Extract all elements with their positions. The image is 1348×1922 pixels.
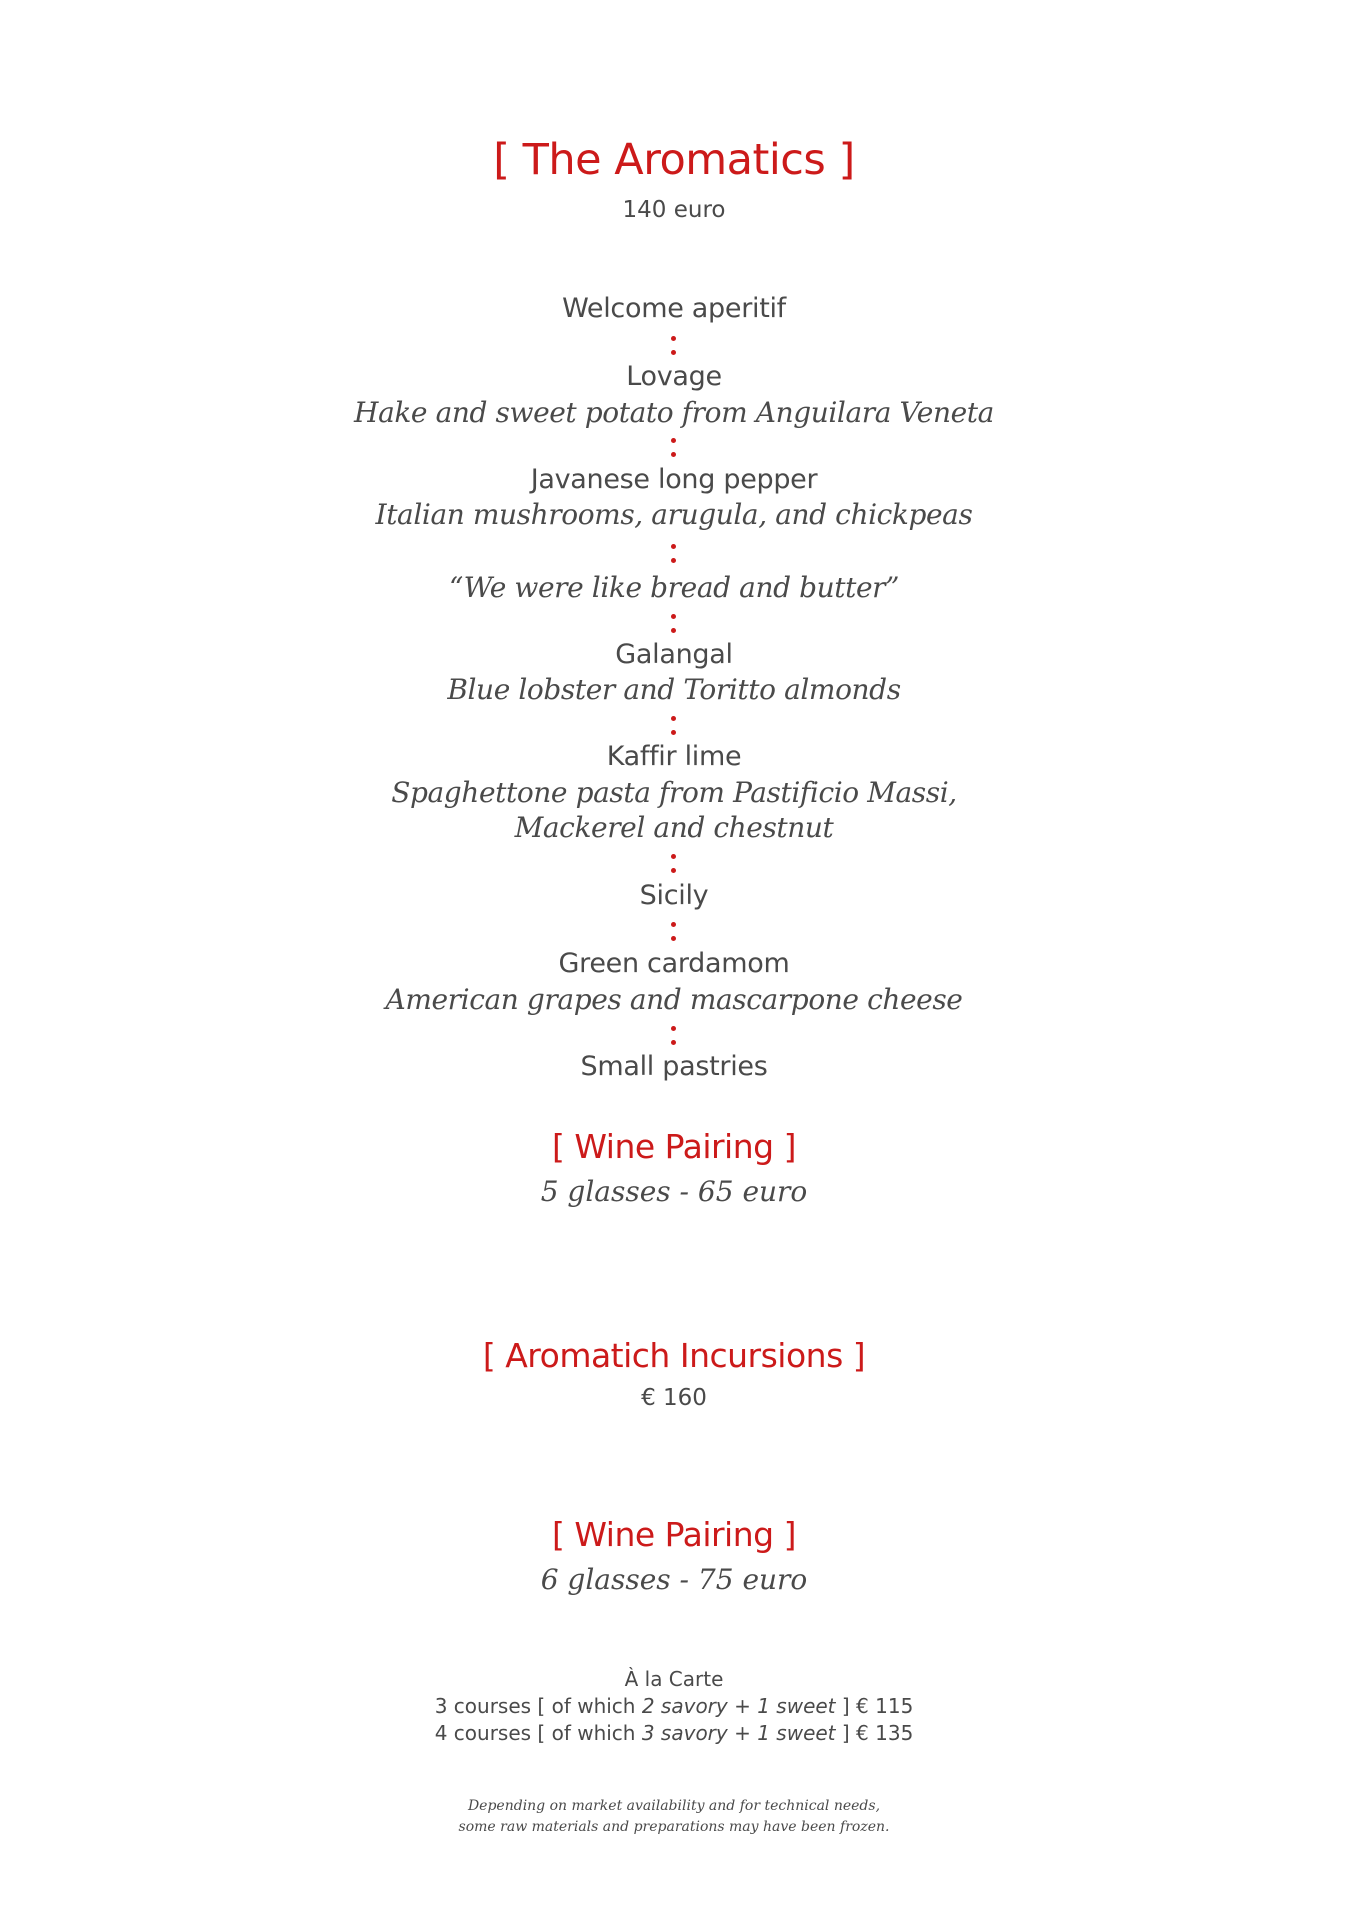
course-javanese-long-pepper: Javanese long pepper [530, 464, 818, 495]
separator-dots [670, 1024, 678, 1050]
separator-dots [670, 436, 678, 462]
a-la-carte-line: 4 courses [ of which 3 savory + 1 sweet ] € 135 [434, 1721, 914, 1745]
course-sicily: Sicily [639, 880, 709, 911]
wine-pairing-detail: 6 glasses - 75 euro [540, 1563, 808, 1596]
wine-pairing-title: [ Wine Pairing ] [552, 1515, 796, 1554]
course-kaffir-lime-description-2: Mackerel and chestnut [514, 811, 834, 844]
incursions-title: [ Aromatich Incursions ] [482, 1336, 866, 1375]
separator-dots [670, 542, 678, 568]
a-la-carte-line: 3 courses [ of which 2 savory + 1 sweet ] € 115 [434, 1694, 914, 1718]
course-quote: “We were like bread and butter” [448, 571, 900, 604]
footnote: Depending on market availability and for technical needs, [467, 1798, 881, 1814]
separator-dots [670, 852, 678, 878]
course-green-cardamom: Green cardamom [558, 948, 790, 979]
a-la-carte-title: À la Carte [624, 1667, 724, 1691]
footnote: some raw materials and preparations may have been frozen. [458, 1819, 890, 1835]
course-javanese-long-pepper-description: Italian mushrooms, arugula, and chickpeas [375, 498, 973, 531]
menu-title: [ The Aromatics ] [493, 135, 855, 185]
wine-pairing-detail: 5 glasses - 65 euro [540, 1175, 808, 1208]
course-galangal-description: Blue lobster and Toritto almonds [447, 673, 901, 706]
separator-dots [670, 612, 678, 638]
menu-price: 140 euro [622, 197, 726, 223]
course-lovage-description: Hake and sweet potato from Anguilara Veneta [354, 396, 994, 429]
incursions-price: € 160 [641, 1385, 707, 1411]
course-kaffir-lime: Kaffir lime [606, 741, 742, 772]
course-welcome-aperitif: Welcome aperitif [562, 293, 786, 324]
course-green-cardamom-description: American grapes and mascarpone cheese [385, 983, 963, 1016]
course-small-pastries: Small pastries [580, 1051, 768, 1082]
course-galangal: Galangal [615, 639, 733, 670]
separator-dots [670, 920, 678, 946]
separator-dots [670, 334, 678, 360]
wine-pairing-title: [ Wine Pairing ] [552, 1127, 796, 1166]
separator-dots [670, 714, 678, 740]
course-kaffir-lime-description: Spaghettone pasta from Pastificio Massi, [391, 776, 957, 809]
course-lovage: Lovage [626, 361, 722, 392]
